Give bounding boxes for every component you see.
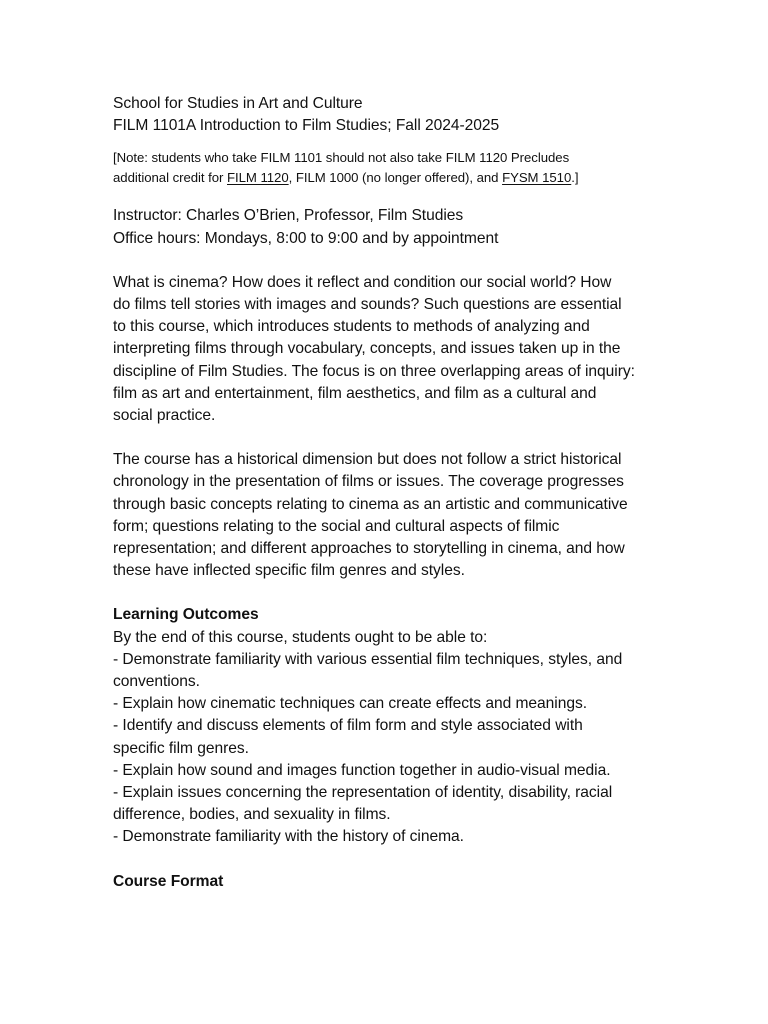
course-title: FILM 1101A Introduction to Film Studies; Fall 2024-2025 (113, 117, 500, 135)
outcome-line: - Explain how cinematic techniques can create effects and meanings. (113, 695, 587, 713)
paragraph-line: social practice. (113, 407, 216, 425)
outcome-line: difference, bodies, and sexuality in films. (113, 806, 391, 824)
learning-outcomes-list (113, 627, 673, 849)
paragraph-line: form; questions relating to the social and cultural aspects of filmic (113, 517, 560, 535)
paragraph-line: film as art and entertainment, film aesthetics, and film as a cultural and (113, 384, 597, 402)
paragraph-line: chronology in the presentation of films or issues. The coverage progresses (113, 473, 624, 491)
paragraph-line: do films tell stories with images and sounds? Such questions are essential (113, 296, 622, 314)
paragraph-line: through basic concepts relating to cinema as an artistic and communicative (113, 495, 628, 513)
outcome-line: - Demonstrate familiarity with various essential film techniques, styles, and (113, 650, 623, 668)
note-block (113, 148, 673, 188)
fysm-1510-link[interactable]: FYSM 1510 (502, 170, 572, 186)
instructor-line: Instructor: Charles O’Brien, Professor, Film Studies (113, 207, 464, 225)
outcome-line: - Explain how sound and images function together in audio-visual media. (113, 761, 611, 779)
outcome-line: By the end of this course, students ought to be able to: (113, 628, 488, 646)
outcome-line: - Demonstrate familiarity with the history of cinema. (113, 828, 464, 846)
note-line: additional credit for FILM 1120, FILM 1000 (no longer offered), and FYSM 1510.] (113, 170, 579, 186)
learning-outcomes-heading: Learning Outcomes (113, 606, 259, 624)
office-hours-line: Office hours: Mondays, 8:00 to 9:00 and by appointment (113, 229, 499, 247)
paragraph-line: discipline of Film Studies. The focus is on three overlapping areas of inquiry: (113, 362, 635, 380)
outcome-line: - Explain issues concerning the representation of identity, disability, racial (113, 784, 613, 802)
paragraph-line: The course has a historical dimension but does not follow a strict historical (113, 451, 622, 469)
history-paragraph (113, 449, 673, 582)
film-1120-link[interactable]: FILM 1120 (227, 170, 289, 186)
school-name: School for Studies in Art and Culture (113, 95, 363, 112)
paragraph-line: these have inflected specific film genres and styles. (113, 562, 465, 580)
paragraph-line: to this course, which introduces students to methods of analyzing and (113, 318, 590, 336)
paragraph-line: interpreting films through vocabulary, concepts, and issues taken up in the (113, 340, 621, 358)
paragraph-line: What is cinema? How does it reflect and condition our social world? How (113, 273, 612, 291)
note-line: [Note: students who take FILM 1101 should not also take FILM 1120 Precludes (113, 150, 570, 166)
intro-paragraph (113, 272, 673, 427)
document-page (113, 93, 673, 893)
outcome-line: specific film genres. (113, 739, 249, 757)
outcome-line: conventions. (113, 673, 200, 691)
outcome-line: - Identify and discuss elements of film form and style associated with (113, 717, 583, 735)
paragraph-line: representation; and different approaches to storytelling in cinema, and how (113, 540, 625, 558)
course-format-heading: Course Format (113, 872, 224, 890)
